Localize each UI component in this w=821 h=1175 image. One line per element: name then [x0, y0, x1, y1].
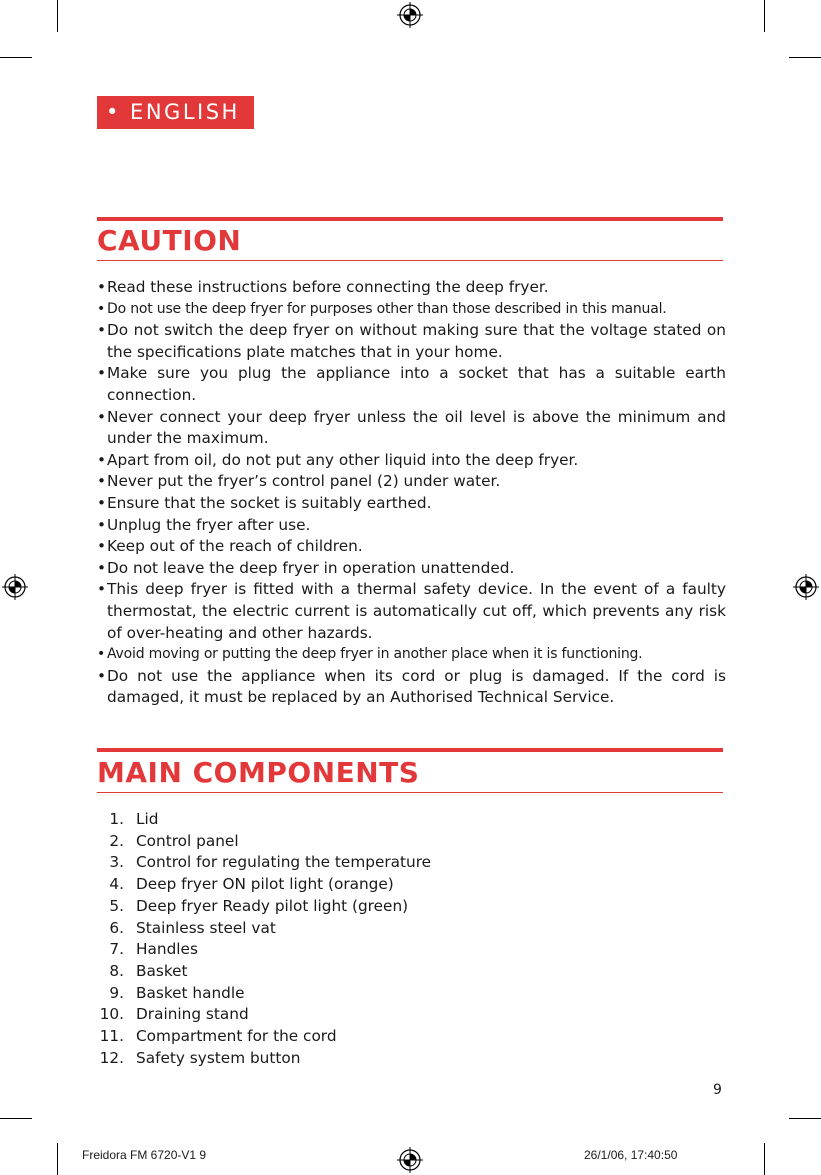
- crop-mark: [764, 1143, 765, 1175]
- language-tab: • ENGLISH: [97, 96, 254, 129]
- list-item: [97, 896, 431, 918]
- caution-title: CAUTION: [97, 224, 242, 257]
- item-number: 11.: [99, 1027, 124, 1046]
- crop-mark: [57, 1143, 58, 1175]
- item-number: 2.: [109, 831, 124, 850]
- registration-mark-icon: [793, 574, 819, 600]
- item-label: Control panel: [136, 831, 239, 850]
- item-label: Compartment for the cord: [136, 1027, 337, 1046]
- item-number: 10.: [99, 1005, 124, 1024]
- item-label: Basket: [136, 961, 188, 980]
- section-rule: [97, 748, 723, 752]
- list-item: [97, 1004, 431, 1026]
- item-number: 6.: [109, 918, 124, 937]
- list-item: [97, 1048, 431, 1070]
- list-item: [97, 983, 431, 1005]
- caution-list: [97, 277, 726, 709]
- section-rule: [97, 217, 723, 221]
- crop-mark: [789, 1118, 821, 1119]
- list-item: [97, 939, 431, 961]
- item-label: Basket handle: [136, 983, 245, 1002]
- crop-mark: [764, 0, 765, 32]
- section-underline: [97, 260, 723, 261]
- item-label: Draining stand: [136, 1005, 249, 1024]
- registration-mark-icon: [2, 574, 28, 600]
- list-item: [97, 852, 431, 874]
- list-item: • Do not leave the deep fryer in operation unattended.: [97, 558, 726, 580]
- item-label: Lid: [136, 810, 159, 828]
- list-item: • Do not use the deep fryer for purposes other than those described in this manual.: [97, 299, 726, 321]
- crop-mark: [57, 0, 58, 32]
- list-item: • Read these instructions before connecting the deep fryer.: [97, 277, 726, 299]
- item-number: 8.: [109, 961, 124, 980]
- list-item: • Do not switch the deep fryer on without making sure that the voltage stated on the specifications plate matches that in your home.: [97, 320, 726, 363]
- item-label: Deep fryer Ready pilot light (green): [136, 896, 409, 915]
- list-item: • Keep out of the reach of children.: [97, 536, 726, 558]
- list-item: • Never connect your deep fryer unless the oil level is above the minimum and under the maximum.: [97, 407, 726, 450]
- list-item: • Never put the fryer’s control panel (2) under water.: [97, 471, 726, 493]
- item-number: 7.: [109, 940, 124, 959]
- components-list: [97, 809, 431, 1069]
- list-item: • Unplug the fryer after use.: [97, 515, 726, 537]
- item-label: Stainless steel vat: [136, 918, 276, 937]
- item-number: 5.: [109, 896, 124, 915]
- item-label: Safety system button: [136, 1048, 301, 1067]
- section-underline: [97, 792, 723, 793]
- list-item: [97, 961, 431, 983]
- list-item: • This deep fryer is fitted with a thermal safety device. In the event of a faulty thermostat, the electric current is automatically cut off, which prevents any risk of over-heating and other hazards.: [97, 579, 726, 644]
- item-number: 1.: [109, 810, 124, 828]
- page-number: 9: [713, 1082, 722, 1098]
- item-number: 4.: [109, 875, 124, 894]
- list-item: • Avoid moving or putting the deep fryer in another place when it is functioning.: [97, 644, 726, 666]
- item-number: 9.: [109, 983, 124, 1002]
- list-item: [97, 874, 431, 896]
- print-slug-timestamp: 26/1/06, 17:40:50: [584, 1148, 678, 1162]
- registration-mark-icon: [397, 1147, 423, 1173]
- registration-mark-icon: [397, 2, 423, 28]
- crop-mark: [0, 1118, 32, 1119]
- list-item: [97, 918, 431, 940]
- item-label: Handles: [136, 940, 198, 959]
- list-item: [97, 809, 431, 831]
- list-item: • Make sure you plug the appliance into a socket that has a suitable earth connection.: [97, 363, 726, 406]
- item-number: 3.: [109, 853, 124, 872]
- crop-mark: [0, 57, 32, 58]
- crop-mark: [789, 57, 821, 58]
- list-item: [97, 1026, 431, 1048]
- components-title: MAIN COMPONENTS: [97, 756, 420, 789]
- item-label: Deep fryer ON pilot light (orange): [136, 875, 394, 894]
- list-item: [97, 831, 431, 853]
- list-item: • Apart from oil, do not put any other liquid into the deep fryer.: [97, 450, 726, 472]
- list-item: • Ensure that the socket is suitably earthed.: [97, 493, 726, 515]
- item-label: Control for regulating the temperature: [136, 853, 432, 872]
- item-number: 12.: [99, 1048, 124, 1067]
- list-item: • Do not use the appliance when its cord or plug is damaged. If the cord is damaged, it must be replaced by an Authorised Technical Service.: [97, 666, 726, 709]
- print-slug-filename: Freidora FM 6720-V1 9: [82, 1148, 207, 1162]
